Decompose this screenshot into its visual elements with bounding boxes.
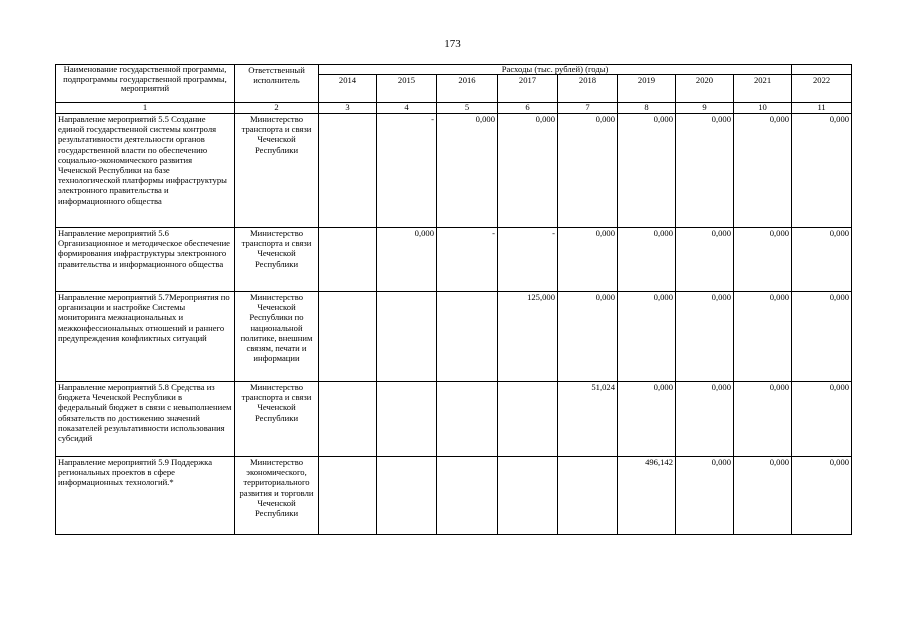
value-cell: 51,024 [558, 382, 618, 457]
value-cell: 0,000 [618, 228, 676, 292]
activity-executor: Министерство экономического, территориального развития и торговли Чеченской Республики [235, 457, 319, 535]
value-cell: 0,000 [558, 114, 618, 228]
value-cell [319, 114, 377, 228]
header-spending-empty [792, 65, 852, 75]
value-cell: 0,000 [558, 228, 618, 292]
value-cell [319, 292, 377, 382]
activity-name: Направление мероприятий 5.8 Средства из бюджета Чеченской Республики в федеральный бюджет в связи с невыполнением обязательств по достижению значений показателей результативности использования субсидий [56, 382, 235, 457]
value-cell [319, 457, 377, 535]
header-year: 2021 [734, 75, 792, 103]
header-year: 2022 [792, 75, 852, 103]
column-number: 5 [437, 103, 498, 114]
value-cell [437, 292, 498, 382]
header-year: 2019 [618, 75, 676, 103]
header-executor: Ответственный исполнитель [235, 65, 319, 103]
value-cell: 0,000 [618, 292, 676, 382]
value-cell: 0,000 [734, 457, 792, 535]
column-number: 9 [676, 103, 734, 114]
value-cell: 0,000 [792, 457, 852, 535]
header-year: 2017 [498, 75, 558, 103]
value-cell: 0,000 [618, 114, 676, 228]
header-row [56, 65, 852, 75]
value-cell: 0,000 [792, 382, 852, 457]
value-cell: 0,000 [676, 114, 734, 228]
value-cell: - [377, 114, 437, 228]
header-year: 2018 [558, 75, 618, 103]
column-number: 8 [618, 103, 676, 114]
value-cell: 0,000 [558, 292, 618, 382]
value-cell: - [437, 228, 498, 292]
value-cell: 0,000 [792, 114, 852, 228]
page-number: 173 [444, 38, 461, 50]
column-number: 4 [377, 103, 437, 114]
activity-name: Направление мероприятий 5.9 Поддержка региональных проектов в сфере информационных технологий.* [56, 457, 235, 535]
activity-name: Направление мероприятий 5.5 Создание единой государственной системы контроля результативности деятельности органов государственной власти по обеспечению социально-экономического развития Чеченской Республики на базе технологической платформы инфраструктуры электронного правительства и информационного общества [56, 114, 235, 228]
value-cell: 0,000 [676, 457, 734, 535]
header-name: Наименование государственной программы, подпрограммы государственной программы, мероприятий [56, 65, 235, 103]
activity-name: Направление мероприятий 5.6 Организационное и методическое обеспечение формирования инфраструктуры электронного правительства и информационного общества [56, 228, 235, 292]
activity-executor: Министерство Чеченской Республики по национальной политике, внешним связям, печати и информации [235, 292, 319, 382]
activity-executor: Министерство транспорта и связи Чеченской Республики [235, 114, 319, 228]
value-cell [319, 382, 377, 457]
value-cell: 0,000 [377, 228, 437, 292]
activity-executor: Министерство транспорта и связи Чеченской Республики [235, 382, 319, 457]
value-cell [437, 457, 498, 535]
value-cell [377, 457, 437, 535]
column-number: 11 [792, 103, 852, 114]
value-cell: 0,000 [734, 382, 792, 457]
table-row [56, 382, 852, 457]
header-spending: Расходы (тыс. рублей) (годы) [319, 65, 792, 75]
value-cell: 0,000 [618, 382, 676, 457]
column-number: 1 [56, 103, 235, 114]
column-number: 2 [235, 103, 319, 114]
value-cell: 0,000 [498, 114, 558, 228]
value-cell [319, 228, 377, 292]
table-row [56, 228, 852, 292]
header-year: 2016 [437, 75, 498, 103]
table-row [56, 457, 852, 535]
value-cell: 496,142 [618, 457, 676, 535]
value-cell [377, 382, 437, 457]
value-cell: 0,000 [437, 114, 498, 228]
column-number: 6 [498, 103, 558, 114]
value-cell: 0,000 [676, 382, 734, 457]
activity-executor: Министерство транспорта и связи Чеченской Республики [235, 228, 319, 292]
value-cell [498, 457, 558, 535]
table-row [56, 114, 852, 228]
value-cell: 0,000 [676, 292, 734, 382]
value-cell: 125,000 [498, 292, 558, 382]
column-number: 3 [319, 103, 377, 114]
value-cell [377, 292, 437, 382]
column-number: 7 [558, 103, 618, 114]
value-cell: 0,000 [734, 228, 792, 292]
activity-name: Направление мероприятий 5.7Мероприятия по организации и настройке Системы мониторинга межнациональных и межконфессиональных отношений и раннего предупреждения конфликтных ситуаций [56, 292, 235, 382]
value-cell: 0,000 [734, 292, 792, 382]
table-row [56, 292, 852, 382]
value-cell: 0,000 [734, 114, 792, 228]
value-cell: 0,000 [792, 292, 852, 382]
value-cell [558, 457, 618, 535]
value-cell: 0,000 [792, 228, 852, 292]
header-year: 2015 [377, 75, 437, 103]
header-year: 2020 [676, 75, 734, 103]
value-cell [498, 382, 558, 457]
column-number-row [56, 103, 852, 114]
value-cell [437, 382, 498, 457]
value-cell: 0,000 [676, 228, 734, 292]
value-cell: - [498, 228, 558, 292]
budget-table [55, 64, 852, 535]
header-year: 2014 [319, 75, 377, 103]
column-number: 10 [734, 103, 792, 114]
